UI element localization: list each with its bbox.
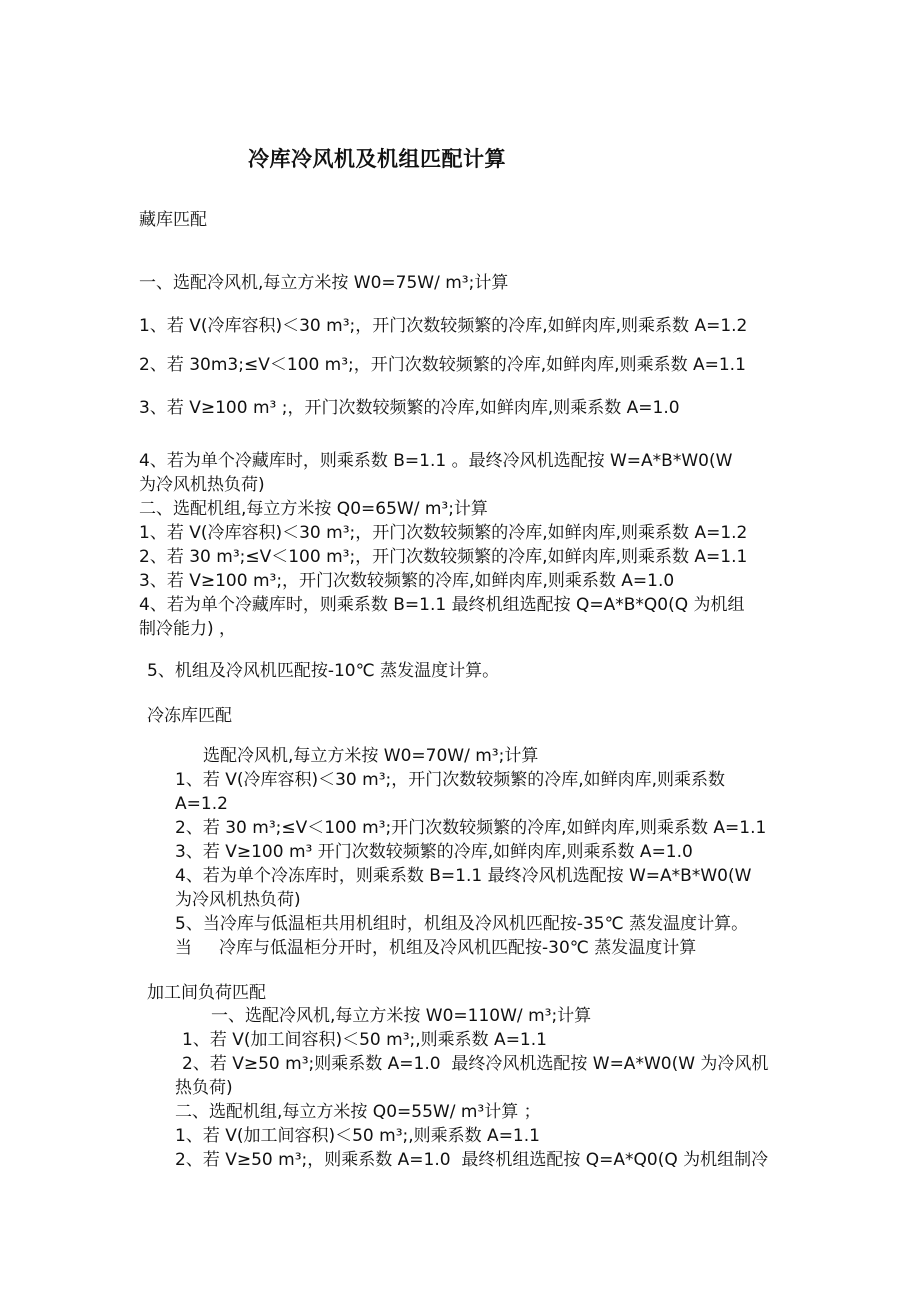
storage-part2-item: 制冷能力) ，	[139, 619, 237, 639]
processing-part1-title: 一、选配冷风机,每立方米按 W0=110W/ m³;计算	[211, 1006, 592, 1026]
storage-part2-item: 1、若 V(冷库容积)＜30 m³;，开门次数较频繁的冷库,如鲜肉库,则乘系数 A=1.2	[139, 523, 748, 543]
processing-part2-item: 2、若 V≥50 m³;，则乘系数 A=1.0 最终机组选配按 Q=A*Q0(Q 为机组制冷	[175, 1150, 769, 1170]
freezer-item: 2、若 30 m³;≤V＜100 m³;开门次数较频繁的冷库,如鲜肉库,则乘系数 A=1.1	[175, 818, 767, 838]
processing-part2-item: 1、若 V(加工间容积)＜50 m³;,则乘系数 A=1.1	[175, 1126, 540, 1146]
section-heading-processing: 加工间负荷匹配	[147, 983, 266, 1003]
storage-part2-title: 二、选配机组,每立方米按 Q0=65W/ m³;计算	[139, 499, 488, 519]
freezer-item: 4、若为单个冷冻库时，则乘系数 B=1.1 最终冷风机选配按 W=A*B*W0(W	[175, 866, 752, 886]
storage-note: 5、机组及冷风机匹配按-10℃ 蒸发温度计算。	[147, 661, 500, 681]
storage-part2-item: 2、若 30 m³;≤V＜100 m³;，开门次数较频繁的冷库,如鲜肉库,则乘系数 A=1.1	[139, 547, 748, 567]
freezer-item: 为冷风机热负荷)	[175, 890, 301, 910]
storage-part2-item: 4、若为单个冷藏库时，则乘系数 B=1.1 最终机组选配按 Q=A*B*Q0(Q 为机组	[139, 595, 745, 615]
freezer-item: 5、当冷库与低温柜共用机组时，机组及冷风机匹配按-35℃ 蒸发温度计算。	[175, 914, 749, 934]
freezer-item: 当 冷库与低温柜分开时，机组及冷风机匹配按-30℃ 蒸发温度计算	[175, 938, 697, 958]
processing-part1-item: 1、若 V(加工间容积)＜50 m³;,则乘系数 A=1.1	[182, 1030, 547, 1050]
storage-part1-title: 一、选配冷风机,每立方米按 W0=75W/ m³;计算	[139, 273, 509, 293]
section-heading-storage: 藏库匹配	[139, 210, 207, 230]
storage-part1-item: 为冷风机热负荷)	[139, 475, 265, 495]
freezer-item: A=1.2	[175, 794, 228, 814]
storage-part1-item: 3、若 V≥100 m³ ;，开门次数较频繁的冷库,如鲜肉库,则乘系数 A=1.0	[139, 398, 680, 418]
storage-part2-item: 3、若 V≥100 m³;，开门次数较频繁的冷库,如鲜肉库,则乘系数 A=1.0	[139, 571, 675, 591]
processing-part1-item: 2、若 V≥50 m³;则乘系数 A=1.0 最终冷风机选配按 W=A*W0(W 为冷风机	[182, 1054, 769, 1074]
storage-part1-item: 4、若为单个冷藏库时，则乘系数 B=1.1 。最终冷风机选配按 W=A*B*W0(W	[139, 451, 733, 471]
section-heading-freezer: 冷冻库匹配	[147, 706, 232, 726]
storage-part1-item: 2、若 30m3;≤V＜100 m³;，开门次数较频繁的冷库,如鲜肉库,则乘系数 A=1.1	[139, 355, 746, 375]
freezer-item: 3、若 V≥100 m³ 开门次数较频繁的冷库,如鲜肉库,则乘系数 A=1.0	[175, 842, 693, 862]
freezer-title: 选配冷风机,每立方米按 W0=70W/ m³;计算	[203, 746, 539, 766]
document-title: 冷库冷风机及机组匹配计算	[248, 147, 506, 171]
processing-part1-item: 热负荷)	[175, 1078, 233, 1098]
freezer-item: 1、若 V(冷库容积)＜30 m³;，开门次数较频繁的冷库,如鲜肉库,则乘系数	[175, 770, 726, 790]
processing-part2-title: 二、选配机组,每立方米按 Q0=55W/ m³计算 ；	[175, 1102, 541, 1122]
storage-part1-item: 1、若 V(冷库容积)＜30 m³;，开门次数较频繁的冷库,如鲜肉库,则乘系数 A=1.2	[139, 316, 748, 336]
